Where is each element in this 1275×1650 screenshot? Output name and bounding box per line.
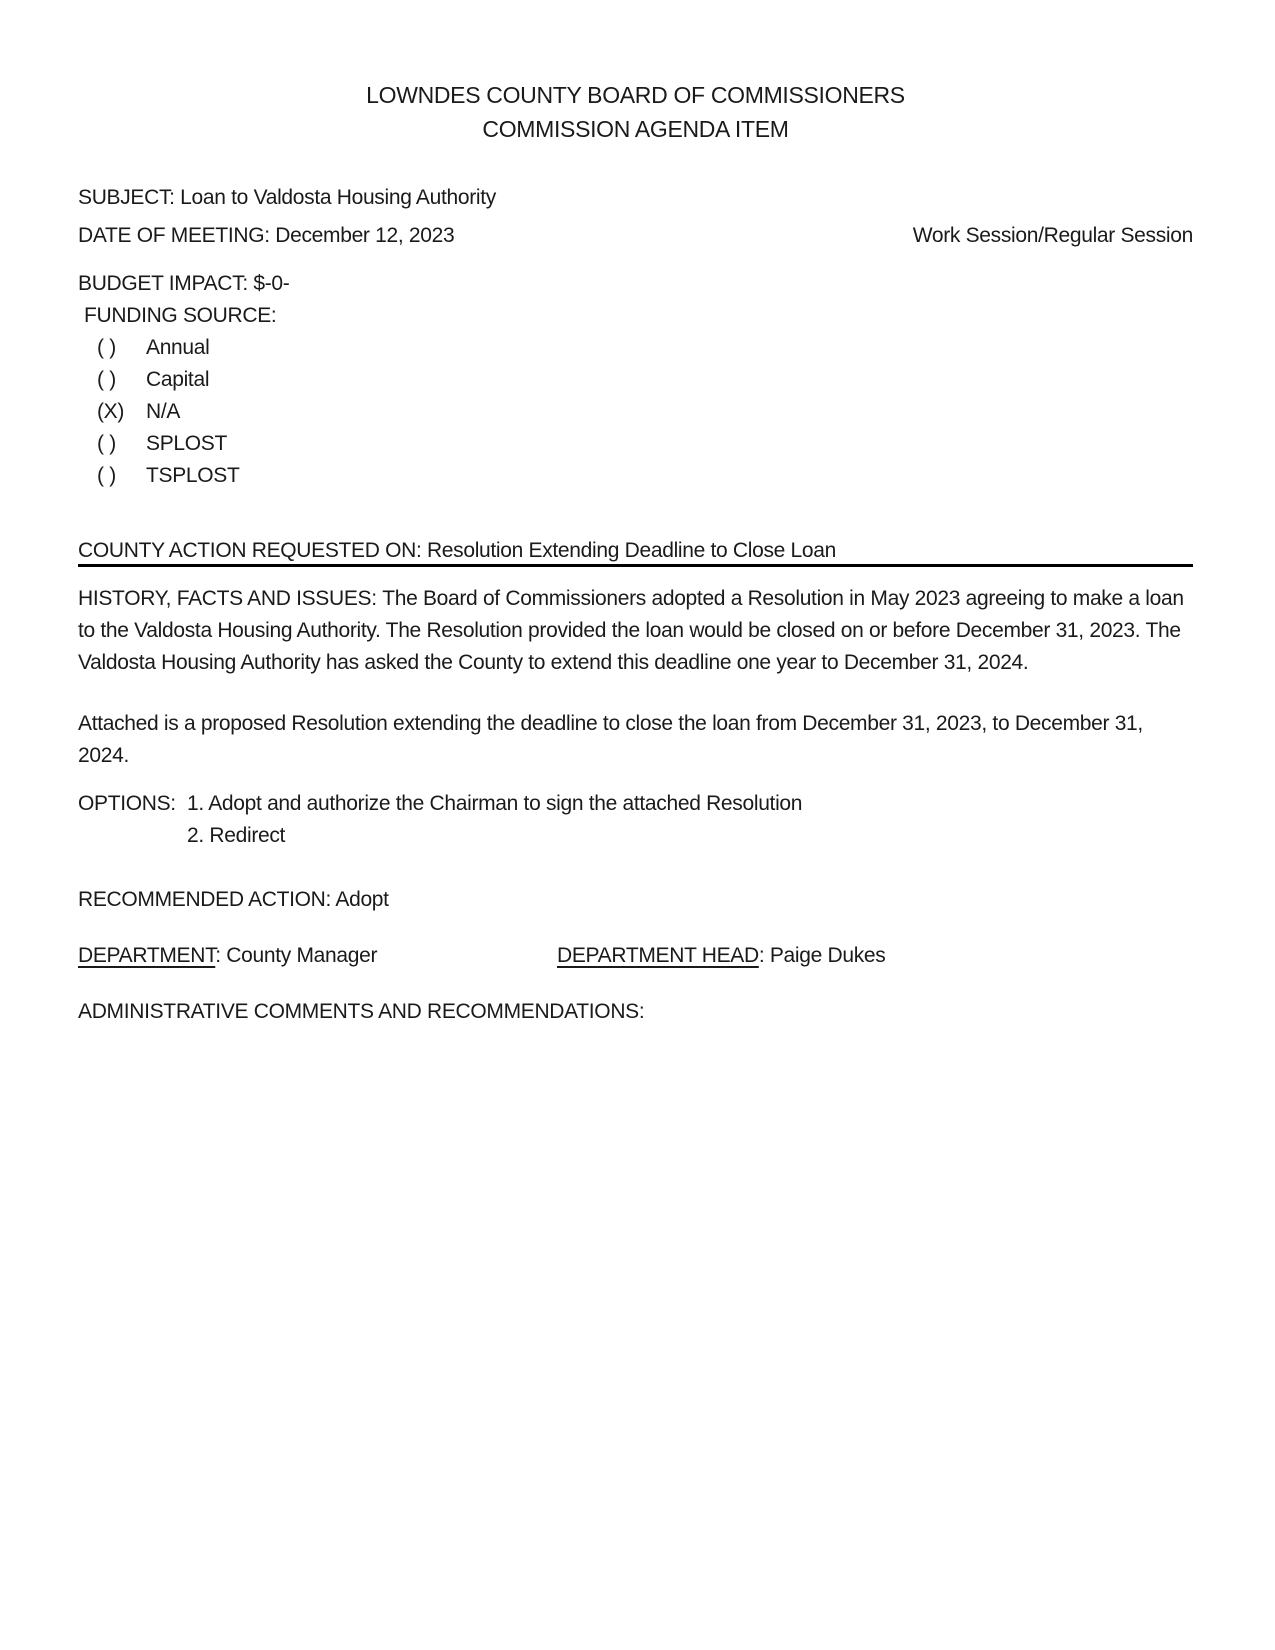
department-row bbox=[78, 940, 1193, 972]
options-items bbox=[187, 788, 1193, 852]
funding-option-tsplost bbox=[97, 460, 1193, 492]
checkbox-annual: ( ) bbox=[97, 336, 116, 359]
checkbox-na-checked: (X) bbox=[97, 400, 125, 423]
title-line-1: LOWNDES COUNTY BOARD OF COMMISSIONERS bbox=[366, 82, 905, 108]
funding-option-capital bbox=[97, 364, 1193, 396]
county-action-text: Resolution Extending Deadline to Close Loan bbox=[426, 539, 837, 562]
county-action-label: COUNTY ACTION REQUESTED ON: bbox=[78, 539, 422, 562]
department-head-value: : Paige Dukes bbox=[758, 944, 886, 967]
document-content bbox=[78, 78, 1193, 1028]
checkbox-capital: ( ) bbox=[97, 368, 116, 391]
subject-line: SUBJECT: Loan to Valdosta Housing Authority bbox=[78, 186, 496, 209]
option-item-2: 2. Redirect bbox=[187, 824, 286, 847]
budget-impact-line: BUDGET IMPACT: $-0- bbox=[78, 272, 290, 295]
history-paragraph bbox=[78, 583, 1193, 679]
history-label: HISTORY, FACTS AND ISSUES: bbox=[78, 587, 377, 610]
funding-option-label: Capital bbox=[146, 368, 210, 391]
funding-option-label: Annual bbox=[146, 336, 210, 359]
title-line-2: COMMISSION AGENDA ITEM bbox=[482, 116, 789, 142]
options-label: OPTIONS: bbox=[78, 792, 176, 815]
option-item-1: 1. Adopt and authorize the Chairman to sign the attached Resolution bbox=[187, 792, 803, 815]
funding-option-splost bbox=[97, 428, 1193, 460]
session-type: Work Session/Regular Session bbox=[912, 224, 1193, 247]
funding-option-label: N/A bbox=[146, 400, 181, 423]
document-title bbox=[78, 78, 1193, 146]
recommended-action-line: RECOMMENDED ACTION: Adopt bbox=[78, 888, 389, 911]
department-head-label: DEPARTMENT HEAD bbox=[557, 944, 759, 967]
attached-paragraph: Attached is a proposed Resolution extending the deadline to close the loan from December 31, 2023, to December 31, 2024. bbox=[78, 712, 1143, 767]
funding-option-label: SPLOST bbox=[146, 432, 227, 455]
department-head-field bbox=[557, 940, 885, 972]
funding-option-na bbox=[97, 396, 1193, 428]
funding-source-label: FUNDING SOURCE: bbox=[84, 304, 277, 327]
funding-source-list bbox=[97, 332, 1193, 492]
checkbox-tsplost: ( ) bbox=[97, 464, 116, 487]
department-label: DEPARTMENT bbox=[78, 944, 216, 967]
county-action-heading bbox=[78, 538, 1193, 567]
funding-option-label: TSPLOST bbox=[146, 464, 240, 487]
options-section bbox=[78, 788, 1193, 852]
department-field bbox=[78, 940, 557, 972]
history-text: The Board of Commissioners adopted a Resolution in May 2023 agreeing to make a loan to the Valdosta Housing Authority. The Resolution provided the loan would be closed on or before December 31, 2023. The Valdosta Housing Authority has asked the County to extend this deadline one year to December 31, 2024. bbox=[78, 587, 1184, 674]
funding-option-annual bbox=[97, 332, 1193, 364]
admin-comments-label: ADMINISTRATIVE COMMENTS AND RECOMMENDATIONS: bbox=[78, 1000, 645, 1023]
checkbox-splost: ( ) bbox=[97, 432, 116, 455]
meeting-meta-row bbox=[78, 220, 1193, 252]
date-of-meeting: DATE OF MEETING: December 12, 2023 bbox=[78, 224, 455, 247]
department-value: : County Manager bbox=[215, 944, 378, 967]
